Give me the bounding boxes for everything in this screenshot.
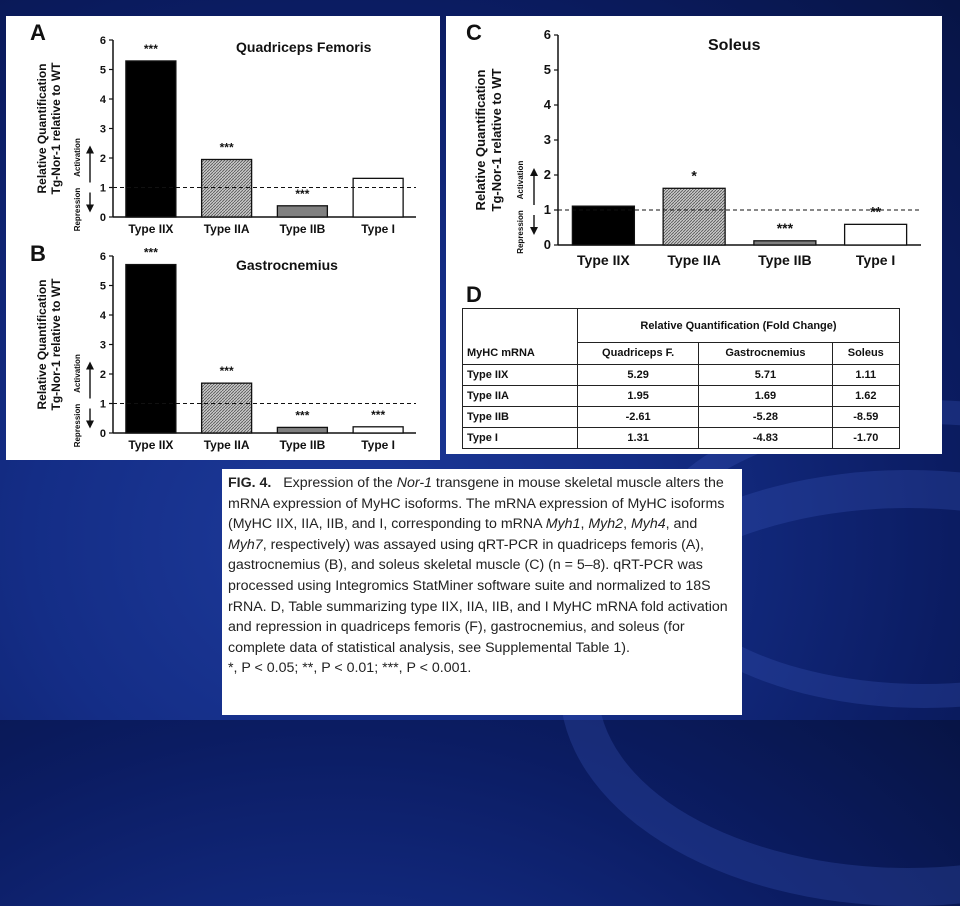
panel-letter-c: C — [466, 20, 482, 45]
table-cell: -1.70 — [832, 427, 899, 448]
panel-letter-d-svg — [446, 278, 486, 308]
significance-label: *** — [371, 407, 386, 422]
repression-arrow-head — [86, 421, 94, 429]
x-tick-label: Type IIB — [758, 252, 812, 268]
y-tick-label: 4 — [543, 97, 551, 112]
significance-label: *** — [219, 364, 234, 379]
y-tick-label: 6 — [99, 35, 106, 47]
activation-arrow-head — [530, 168, 538, 176]
y-axis-label: Tg-Nor-1 relative to WT — [49, 278, 63, 411]
repression-arrow-head — [86, 205, 94, 213]
bar — [353, 178, 403, 217]
table-row-label: Type I — [463, 427, 578, 448]
significance-label: * — [691, 167, 697, 184]
y-tick-label: 3 — [99, 123, 106, 136]
bar — [126, 265, 176, 433]
repression-label: Repression — [516, 210, 525, 254]
x-tick-label: Type IIX — [577, 252, 630, 268]
x-tick-label: Type I — [361, 222, 396, 236]
x-tick-label: Type IIX — [128, 222, 174, 236]
bar — [572, 206, 634, 245]
y-axis-label: Relative Quantification — [35, 279, 49, 410]
y-tick-label: 4 — [99, 310, 106, 322]
chart-title-c: Soleus — [708, 37, 761, 54]
caption-gene-name: Nor-1 — [396, 475, 432, 491]
table-row-label: Type IIB — [463, 406, 578, 427]
y-tick-label: 0 — [543, 237, 551, 252]
caption-text: Expression of the — [283, 475, 397, 491]
table-column-header: Quadriceps F. — [577, 343, 698, 364]
table-column-header: Gastrocnemius — [699, 343, 832, 364]
significance-label: ** — [870, 203, 882, 220]
table-row — [463, 427, 900, 448]
bar — [202, 383, 252, 433]
panel-letter-d: D — [466, 282, 482, 307]
x-tick-label: Type IIB — [279, 438, 326, 452]
y-tick-label: 5 — [99, 64, 106, 77]
x-tick-label: Type IIB — [279, 222, 326, 236]
significance-label: *** — [143, 41, 158, 56]
x-tick-label: Type IIX — [128, 438, 174, 452]
bar — [126, 61, 176, 217]
x-tick-label: Type I — [855, 252, 896, 268]
y-tick-label: 2 — [99, 153, 106, 165]
caption-text: , respectively) was assayed using qRT-PCR in quadriceps femoris (A), gastrocnemius (B), and soleus skeletal muscle (C) (n = 5–8). qRT-PCR was processed using Integromics StatMiner software suite and normalized to 18S rRNA. D, Table summarizing type IIX, IIA, IIB, and I MyHC mRNA fold activation and repression in quadriceps femoris (F), gastrocnemius, and soleus (for complete data of statistical analysis, see Supplemental Table 1). — [228, 536, 728, 656]
y-tick-label: 5 — [543, 62, 551, 77]
bar — [277, 427, 327, 433]
bar — [754, 241, 816, 245]
activation-label: Activation — [516, 160, 525, 200]
table-row-label: Type IIX — [463, 364, 578, 385]
table-row — [463, 385, 900, 406]
table-column-header: MyHC mRNA — [463, 343, 578, 364]
significance-label: *** — [295, 408, 310, 423]
x-tick-label: Type I — [361, 438, 396, 452]
table-cell: -2.61 — [577, 406, 698, 427]
x-tick-label: Type IIA — [667, 252, 721, 268]
table-cell: -5.28 — [699, 406, 832, 427]
table-column-header: Soleus — [832, 343, 899, 364]
significance-label: *** — [143, 245, 158, 260]
y-tick-label: 0 — [99, 212, 106, 224]
table-cell: 1.95 — [577, 385, 698, 406]
charts-ab — [6, 16, 440, 460]
x-tick-label: Type IIA — [203, 222, 250, 236]
y-tick-label: 6 — [99, 251, 106, 263]
panel-letter-b: B — [30, 241, 46, 266]
table-header-row — [463, 309, 900, 343]
panel-letter-a: A — [30, 20, 46, 45]
activation-label: Activation — [73, 138, 82, 177]
y-tick-label: 1 — [99, 182, 106, 195]
table-cell: 1.11 — [832, 364, 899, 385]
bar — [277, 206, 327, 217]
repression-label: Repression — [73, 187, 82, 232]
fold-change-table — [462, 308, 900, 449]
chart-title-a: Quadriceps Femoris — [236, 39, 372, 55]
chart-title-b: Gastrocnemius — [236, 257, 338, 273]
figure-panel-left — [6, 16, 440, 460]
table-cell: -8.59 — [832, 406, 899, 427]
table-row — [463, 364, 900, 385]
significance-label: *** — [295, 186, 310, 201]
x-tick-label: Type IIA — [203, 438, 250, 452]
y-tick-label: 4 — [99, 94, 106, 106]
table-cell: 5.71 — [699, 364, 832, 385]
table-cell: -4.83 — [699, 427, 832, 448]
y-tick-label: 1 — [99, 398, 106, 411]
fold-change-table-wrap — [462, 308, 900, 449]
activation-arrow-head — [86, 146, 94, 154]
table-cell: 1.69 — [699, 385, 832, 406]
y-axis-label: Tg-Nor-1 relative to WT — [49, 62, 63, 195]
bar — [845, 224, 907, 245]
caption-gene-myh4: Myh4 — [630, 516, 666, 533]
caption-gene-myh1: Myh1 — [545, 516, 581, 533]
y-tick-label: 3 — [543, 132, 551, 147]
bar — [353, 427, 403, 433]
chart-b — [35, 246, 416, 452]
table-group-header: Relative Quantification (Fold Change) — [577, 309, 899, 343]
caption-p-values: *, P < 0.05; **, P < 0.01; ***, P < 0.001. — [228, 660, 472, 677]
y-axis-label: Relative Quantification — [35, 63, 49, 194]
chart-a — [35, 35, 416, 236]
caption-gene-myh7: Myh7 — [228, 536, 263, 553]
table-column-header-row — [463, 343, 900, 364]
y-axis-label: Relative Quantification — [473, 69, 488, 211]
repression-label: Repression — [73, 403, 82, 448]
table-row-label: Type IIA — [463, 385, 578, 406]
y-tick-label: 1 — [543, 202, 551, 217]
table-corner-cell — [463, 309, 578, 343]
significance-label: *** — [776, 219, 794, 236]
repression-arrow-head — [530, 227, 538, 235]
chart-c-svg — [446, 16, 942, 306]
table-cell: 5.29 — [577, 364, 698, 385]
figure-caption: FIG. 4. Expression of the Nor-1 transgene in mouse skeletal muscle alters the mRNA expression of MyHC isoforms. The mRNA expression of MyHC isoforms (MyHC IIX, IIA, IIB, and I, corresponding to mRNA Myh1, Myh2, Myh4, and Myh7, respectively) was assayed using qRT-PCR in quadriceps femoris (A), gastrocnemius (B), and soleus skeletal muscle (C) (n = 5–8). qRT-PCR was processed using Integromics StatMiner software suite and normalized to 18S rRNA. D, Table summarizing type IIX, IIA, IIB, and I MyHC mRNA fold activation and repression in quadriceps femoris (F), gastrocnemius, and soleus (for complete data of statistical analysis, see Supplemental Table 1). *, P < 0.05; **, P < 0.01; ***, P < 0.001. — [222, 469, 742, 715]
table-row — [463, 406, 900, 427]
caption-figure-label: FIG. 4. — [228, 475, 272, 491]
y-tick-label: 0 — [99, 428, 106, 440]
activation-arrow-head — [86, 362, 94, 370]
table-cell: 1.31 — [577, 427, 698, 448]
caption-text: transgene in mouse skeletal muscle alters the mRNA expression of MyHC isoforms. The mRNA expression of MyHC isoforms (MyHC IIX, IIA, IIB, and I, corresponding to mRNA — [228, 475, 725, 533]
y-tick-label: 3 — [99, 339, 106, 352]
y-axis-label: Tg-Nor-1 relative to WT — [489, 68, 504, 212]
y-tick-label: 6 — [543, 27, 551, 42]
chart-c — [473, 27, 921, 268]
bar — [663, 188, 725, 245]
significance-label: *** — [219, 140, 234, 155]
table-cell: 1.62 — [832, 385, 899, 406]
bar — [202, 159, 252, 217]
caption-gene-myh2: Myh2 — [588, 516, 624, 533]
activation-label: Activation — [73, 354, 82, 393]
y-tick-label: 2 — [543, 167, 551, 182]
y-tick-label: 5 — [99, 280, 106, 293]
y-tick-label: 2 — [99, 369, 106, 381]
